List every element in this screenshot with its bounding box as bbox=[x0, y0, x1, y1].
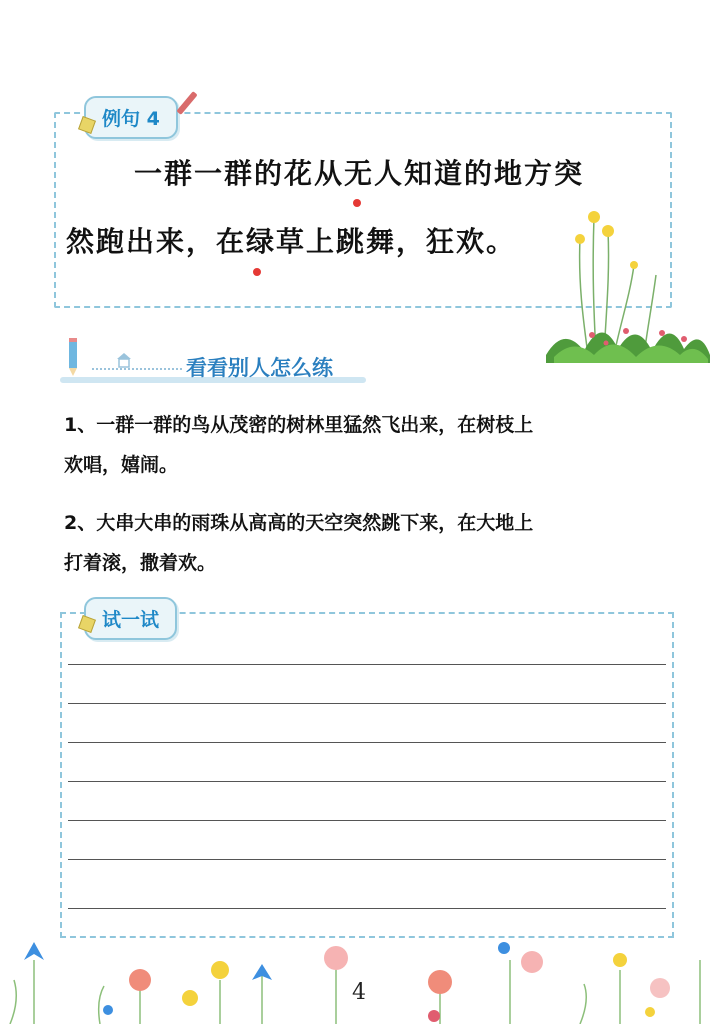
example-tab-label: 例句 4 bbox=[102, 108, 160, 130]
emphasis-dot bbox=[353, 199, 361, 207]
writing-line[interactable] bbox=[68, 664, 666, 665]
page-number: 4 bbox=[352, 980, 366, 1005]
writing-line[interactable] bbox=[68, 820, 666, 821]
house-icon bbox=[116, 352, 132, 368]
example-sentence-line-1: 一群一群的花从无人知道的地方突 bbox=[134, 157, 585, 190]
writing-line[interactable] bbox=[68, 908, 666, 909]
sample-2-line-1: 2、大串大串的雨珠从高高的天空突然跳下来，在大地上 bbox=[64, 512, 534, 534]
section-title: 看看别人怎么练 bbox=[186, 356, 333, 380]
writing-line[interactable] bbox=[68, 742, 666, 743]
sample-1-line-2: 欢唱，嬉闹。 bbox=[64, 454, 179, 476]
try-tab bbox=[84, 597, 177, 640]
pencil-icon bbox=[66, 336, 80, 376]
writing-line[interactable] bbox=[68, 859, 666, 860]
writing-line[interactable] bbox=[68, 781, 666, 782]
emphasis-dot bbox=[253, 268, 261, 276]
try-writing-box bbox=[60, 612, 674, 938]
writing-line[interactable] bbox=[68, 703, 666, 704]
dotted-path bbox=[92, 368, 182, 370]
try-tab-label: 试一试 bbox=[102, 609, 160, 631]
sample-2-line-2: 打着滚，撒着欢。 bbox=[64, 552, 217, 574]
example-sentence-line-2: 然跑出来，在绿草上跳舞，狂欢。 bbox=[66, 225, 517, 258]
flower-border-illustration bbox=[0, 920, 725, 1024]
example-tab bbox=[84, 96, 178, 139]
flowers-grass-illustration bbox=[544, 205, 712, 365]
sample-1-line-1: 1、一群一群的鸟从茂密的树林里猛然飞出来，在树枝上 bbox=[64, 414, 534, 436]
